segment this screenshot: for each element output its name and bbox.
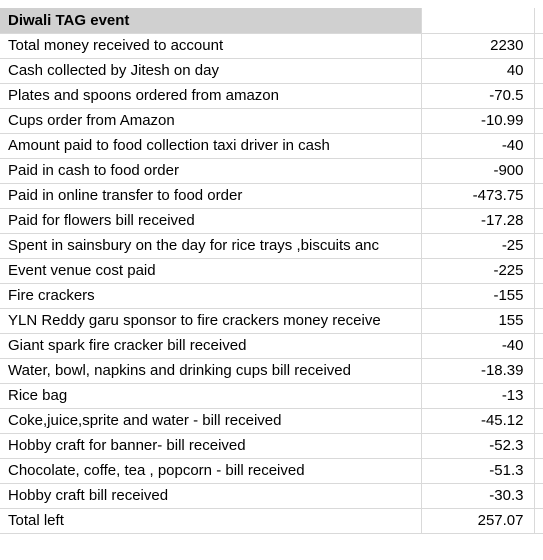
empty-cell[interactable] <box>534 108 543 133</box>
item-cell[interactable]: Total money received to account <box>0 33 421 58</box>
amount-cell[interactable]: 2230 <box>421 33 534 58</box>
table-row <box>0 408 543 433</box>
empty-cell[interactable] <box>534 83 543 108</box>
item-cell[interactable]: Water, bowl, napkins and drinking cups bill received <box>0 358 421 383</box>
table-row <box>0 383 543 408</box>
empty-cell[interactable] <box>534 433 543 458</box>
spreadsheet-body <box>0 8 543 533</box>
empty-cell[interactable] <box>534 283 543 308</box>
table-row <box>0 108 543 133</box>
item-cell[interactable]: Rice bag <box>0 383 421 408</box>
empty-cell[interactable] <box>534 508 543 533</box>
item-cell[interactable]: Paid in cash to food order <box>0 158 421 183</box>
empty-cell[interactable] <box>534 183 543 208</box>
amount-cell[interactable]: -900 <box>421 158 534 183</box>
table-row <box>0 283 543 308</box>
amount-cell[interactable]: -51.3 <box>421 458 534 483</box>
table-row <box>0 258 543 283</box>
amount-cell[interactable]: -25 <box>421 233 534 258</box>
table-row <box>0 33 543 58</box>
amount-cell[interactable]: -40 <box>421 333 534 358</box>
table-row <box>0 458 543 483</box>
item-cell[interactable]: Chocolate, coffe, tea , popcorn - bill received <box>0 458 421 483</box>
table-row <box>0 483 543 508</box>
table-row <box>0 83 543 108</box>
amount-cell[interactable]: 257.07 <box>421 508 534 533</box>
empty-cell[interactable] <box>534 258 543 283</box>
empty-cell[interactable] <box>534 358 543 383</box>
amount-cell[interactable]: -225 <box>421 258 534 283</box>
empty-cell[interactable] <box>534 333 543 358</box>
spreadsheet-grid <box>0 8 543 534</box>
table-row <box>0 308 543 333</box>
table-row <box>0 233 543 258</box>
amount-cell[interactable]: -30.3 <box>421 483 534 508</box>
table-row <box>0 508 543 533</box>
amount-cell[interactable]: -52.3 <box>421 433 534 458</box>
empty-cell[interactable] <box>534 133 543 158</box>
item-cell[interactable]: Giant spark fire cracker bill received <box>0 333 421 358</box>
item-cell[interactable]: Paid in online transfer to food order <box>0 183 421 208</box>
amount-cell[interactable]: -40 <box>421 133 534 158</box>
amount-cell[interactable]: -18.39 <box>421 358 534 383</box>
empty-cell[interactable] <box>534 308 543 333</box>
amount-cell[interactable]: -10.99 <box>421 108 534 133</box>
item-cell[interactable]: Hobby craft bill received <box>0 483 421 508</box>
amount-cell[interactable]: -155 <box>421 283 534 308</box>
item-cell[interactable]: Spent in sainsbury on the day for rice trays ,biscuits anc <box>0 233 421 258</box>
item-cell[interactable]: Coke,juice,sprite and water - bill received <box>0 408 421 433</box>
empty-cell[interactable] <box>534 158 543 183</box>
item-cell[interactable]: Hobby craft for banner- bill received <box>0 433 421 458</box>
table-row <box>0 333 543 358</box>
empty-cell[interactable] <box>534 408 543 433</box>
amount-cell[interactable]: -45.12 <box>421 408 534 433</box>
item-cell[interactable]: YLN Reddy garu sponsor to fire crackers money receive <box>0 308 421 333</box>
empty-cell[interactable] <box>534 383 543 408</box>
table-row <box>0 133 543 158</box>
empty-cell[interactable] <box>534 483 543 508</box>
amount-cell[interactable]: -17.28 <box>421 208 534 233</box>
amount-cell[interactable]: -473.75 <box>421 183 534 208</box>
item-cell[interactable]: Fire crackers <box>0 283 421 308</box>
item-cell[interactable]: Event venue cost paid <box>0 258 421 283</box>
item-cell[interactable]: Plates and spoons ordered from amazon <box>0 83 421 108</box>
table-row <box>0 58 543 83</box>
empty-cell[interactable] <box>534 208 543 233</box>
item-cell[interactable]: Amount paid to food collection taxi driver in cash <box>0 133 421 158</box>
empty-cell[interactable] <box>534 33 543 58</box>
header-row <box>0 8 543 33</box>
table-row <box>0 158 543 183</box>
table-row <box>0 183 543 208</box>
header-cell[interactable]: Diwali TAG event <box>0 8 421 33</box>
header-amount-cell[interactable] <box>421 8 534 33</box>
item-cell[interactable]: Cash collected by Jitesh on day <box>0 58 421 83</box>
header-extra-cell[interactable] <box>534 8 543 33</box>
table-row <box>0 433 543 458</box>
amount-cell[interactable]: 40 <box>421 58 534 83</box>
table-row <box>0 358 543 383</box>
empty-cell[interactable] <box>534 233 543 258</box>
amount-cell[interactable]: 155 <box>421 308 534 333</box>
amount-cell[interactable]: -13 <box>421 383 534 408</box>
amount-cell[interactable]: -70.5 <box>421 83 534 108</box>
item-cell[interactable]: Paid for flowers bill received <box>0 208 421 233</box>
empty-cell[interactable] <box>534 58 543 83</box>
item-cell[interactable]: Total left <box>0 508 421 533</box>
empty-cell[interactable] <box>534 458 543 483</box>
table-row <box>0 208 543 233</box>
item-cell[interactable]: Cups order from Amazon <box>0 108 421 133</box>
